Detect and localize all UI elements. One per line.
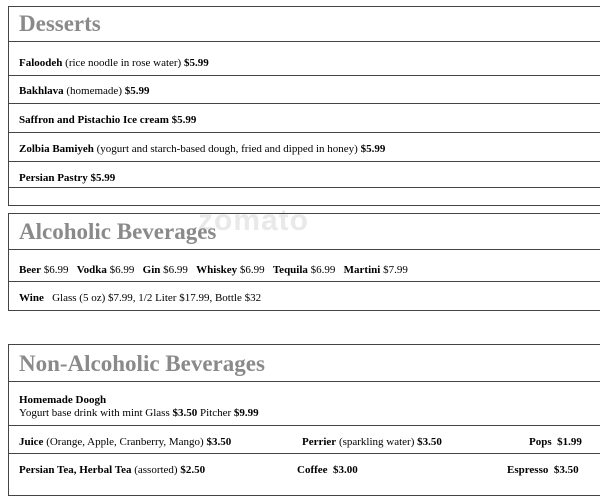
nonalcoholic-title: Non-Alcoholic Beverages xyxy=(19,351,265,376)
watermark: zomato xyxy=(198,204,309,237)
dessert-item: Saffron and Pistachio Ice cream $5.99 xyxy=(19,114,197,126)
alcoholic-section xyxy=(8,213,600,311)
spirits-row: Beer $6.99 Vodka $6.99 Gin $6.99 Whiskey $6.99 Tequila $6.99 Martini $7.99 xyxy=(19,264,408,276)
dessert-item: Bakhlava (homemade) $5.99 xyxy=(19,85,150,97)
alcoholic-title: Alcoholic Beverages xyxy=(19,219,217,244)
pops-item: Pops $1.99 xyxy=(529,436,582,448)
dessert-item: Persian Pastry $5.99 xyxy=(19,172,116,184)
dessert-item: Faloodeh (rice noodle in rose water) $5.99 xyxy=(19,57,209,69)
juice-item: Juice (Orange, Apple, Cranberry, Mango) $3.50 xyxy=(19,436,232,448)
tea-item: Persian Tea, Herbal Tea (assorted) $2.50 xyxy=(19,464,206,476)
espresso-item: Espresso $3.50 xyxy=(507,464,579,476)
doogh-name: Homemade Doogh xyxy=(19,394,107,406)
wine-row: Wine Glass (5 oz) $7.99, 1/2 Liter $17.99, Bottle $32 xyxy=(19,292,262,304)
desserts-title: Desserts xyxy=(19,11,101,36)
perrier-item: Perrier (sparkling water) $3.50 xyxy=(302,436,442,448)
dessert-item: Zolbia Bamiyeh (yogurt and starch-based dough, fried and dipped in honey) $5.99 xyxy=(19,143,386,155)
nonalcoholic-section xyxy=(8,344,600,496)
desserts-section xyxy=(8,6,600,206)
doogh-desc: Yogurt base drink with mint Glass $3.50 Pitcher $9.99 xyxy=(19,407,259,419)
coffee-item: Coffee $3.00 xyxy=(297,464,358,476)
